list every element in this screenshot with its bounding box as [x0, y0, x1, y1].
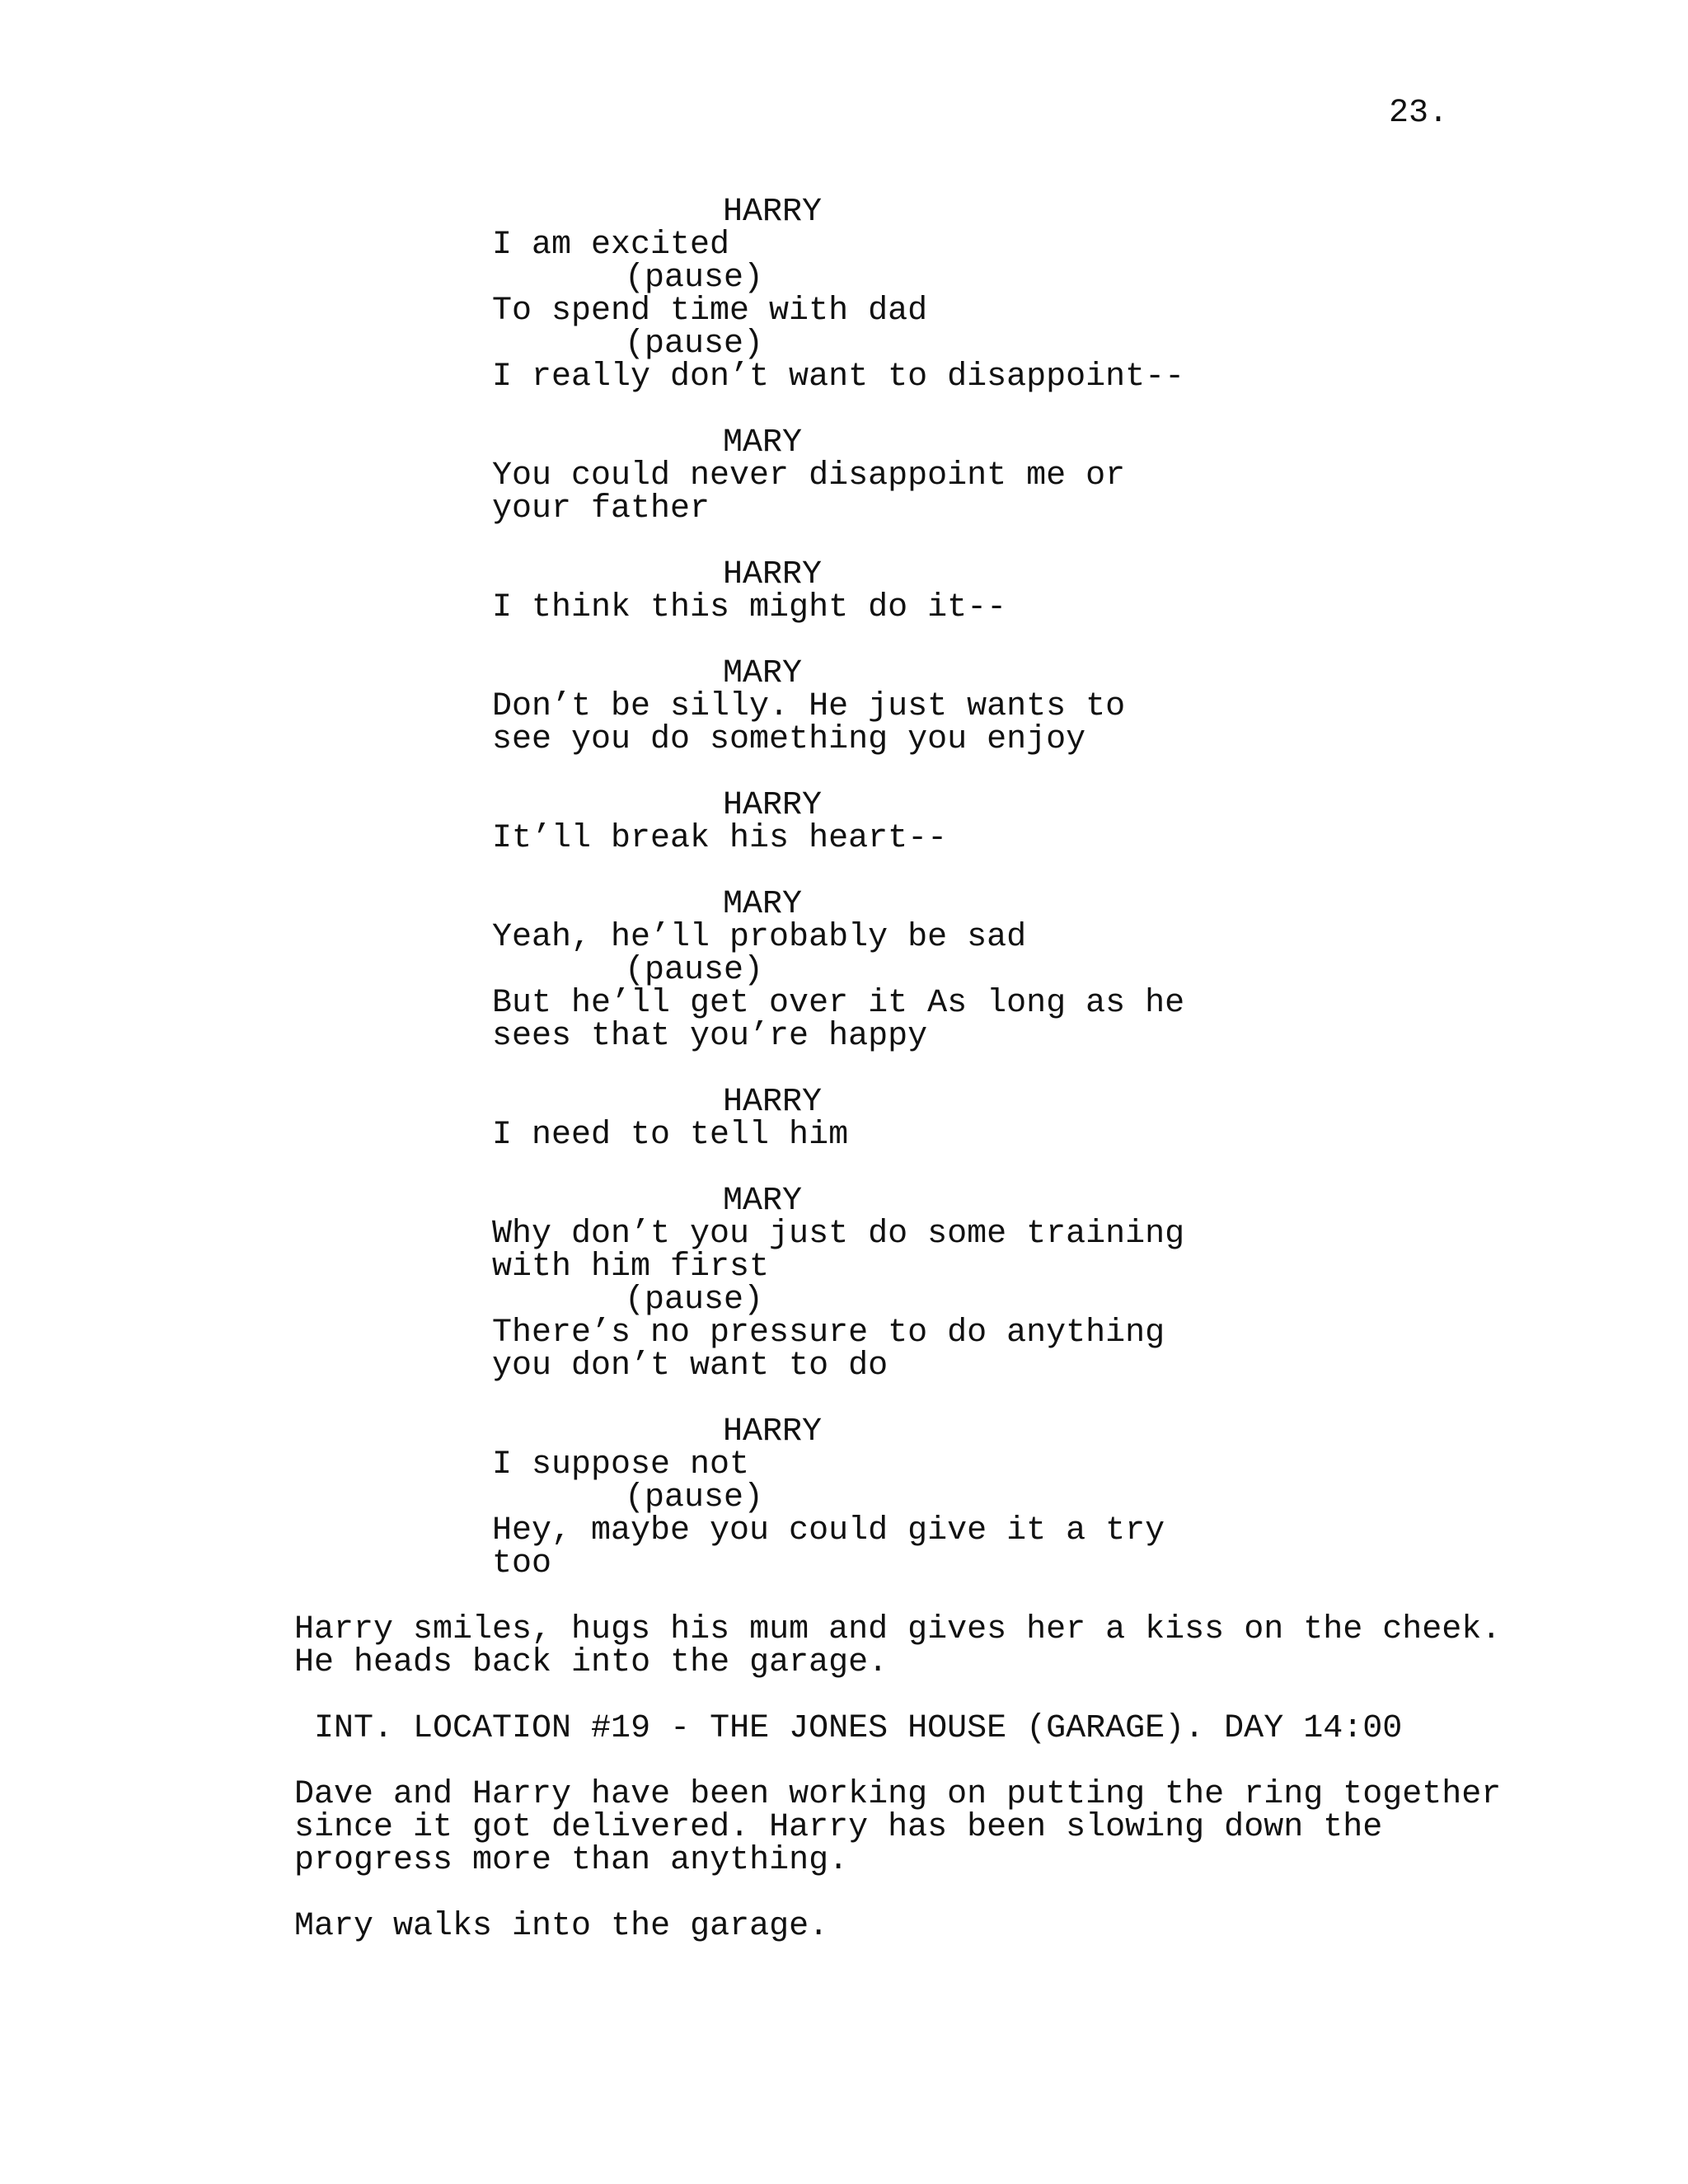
- character-name: HARRY: [723, 787, 823, 824]
- character-name: HARRY: [723, 1084, 823, 1121]
- dialogue-line: I am excited: [492, 227, 730, 264]
- character-name: HARRY: [723, 194, 823, 231]
- character-name: HARRY: [723, 556, 823, 593]
- parenthetical: (pause): [625, 1282, 764, 1319]
- dialogue-line: I suppose not: [492, 1446, 750, 1483]
- dialogue-line: To spend time with dad: [492, 293, 928, 330]
- parenthetical: (pause): [625, 260, 764, 297]
- dialogue-line: you don’t want to do: [492, 1347, 889, 1385]
- dialogue-line: It’ll break his heart--: [492, 820, 948, 857]
- dialogue-line: But he’ll get over it As long as he: [492, 985, 1185, 1022]
- dialogue-line: I need to tell him: [492, 1117, 849, 1154]
- dialogue-line: see you do something you enjoy: [492, 721, 1086, 758]
- parenthetical: (pause): [625, 326, 764, 363]
- character-name: MARY: [723, 424, 803, 462]
- dialogue-line: Hey, maybe you could give it a try: [492, 1512, 1165, 1549]
- action-line: Mary walks into the garage.: [294, 1908, 829, 1945]
- character-name: MARY: [723, 886, 803, 923]
- dialogue-line: sees that you’re happy: [492, 1018, 928, 1055]
- action-line: since it got delivered. Harry has been slowing down the: [294, 1809, 1383, 1846]
- character-name: MARY: [723, 1183, 803, 1220]
- action-line: He heads back into the garage.: [294, 1644, 889, 1681]
- dialogue-line: Yeah, he’ll probably be sad: [492, 919, 1027, 956]
- dialogue-line: There’s no pressure to do anything: [492, 1315, 1165, 1352]
- action-line: Harry smiles, hugs his mum and gives her a kiss on the cheek.: [294, 1611, 1502, 1648]
- page-number: 23.: [1389, 95, 1449, 132]
- dialogue-line: Why don’t you just do some training: [492, 1216, 1185, 1253]
- character-name: HARRY: [723, 1413, 823, 1451]
- dialogue-line: I think this might do it--: [492, 589, 1007, 626]
- character-name: MARY: [723, 655, 803, 692]
- dialogue-line: with him first: [492, 1249, 770, 1286]
- dialogue-line: I really don’t want to disappoint--: [492, 359, 1185, 396]
- action-line: progress more than anything.: [294, 1842, 849, 1879]
- dialogue-line: too: [492, 1545, 552, 1582]
- parenthetical: (pause): [625, 1479, 764, 1516]
- action-line: Dave and Harry have been working on putting the ring together: [294, 1776, 1502, 1813]
- scene-heading: INT. LOCATION #19 - THE JONES HOUSE (GARAGE). DAY 14:00: [314, 1710, 1403, 1747]
- dialogue-line: Don’t be silly. He just wants to: [492, 688, 1126, 725]
- dialogue-line: your father: [492, 490, 710, 527]
- parenthetical: (pause): [625, 952, 764, 989]
- dialogue-line: You could never disappoint me or: [492, 457, 1126, 494]
